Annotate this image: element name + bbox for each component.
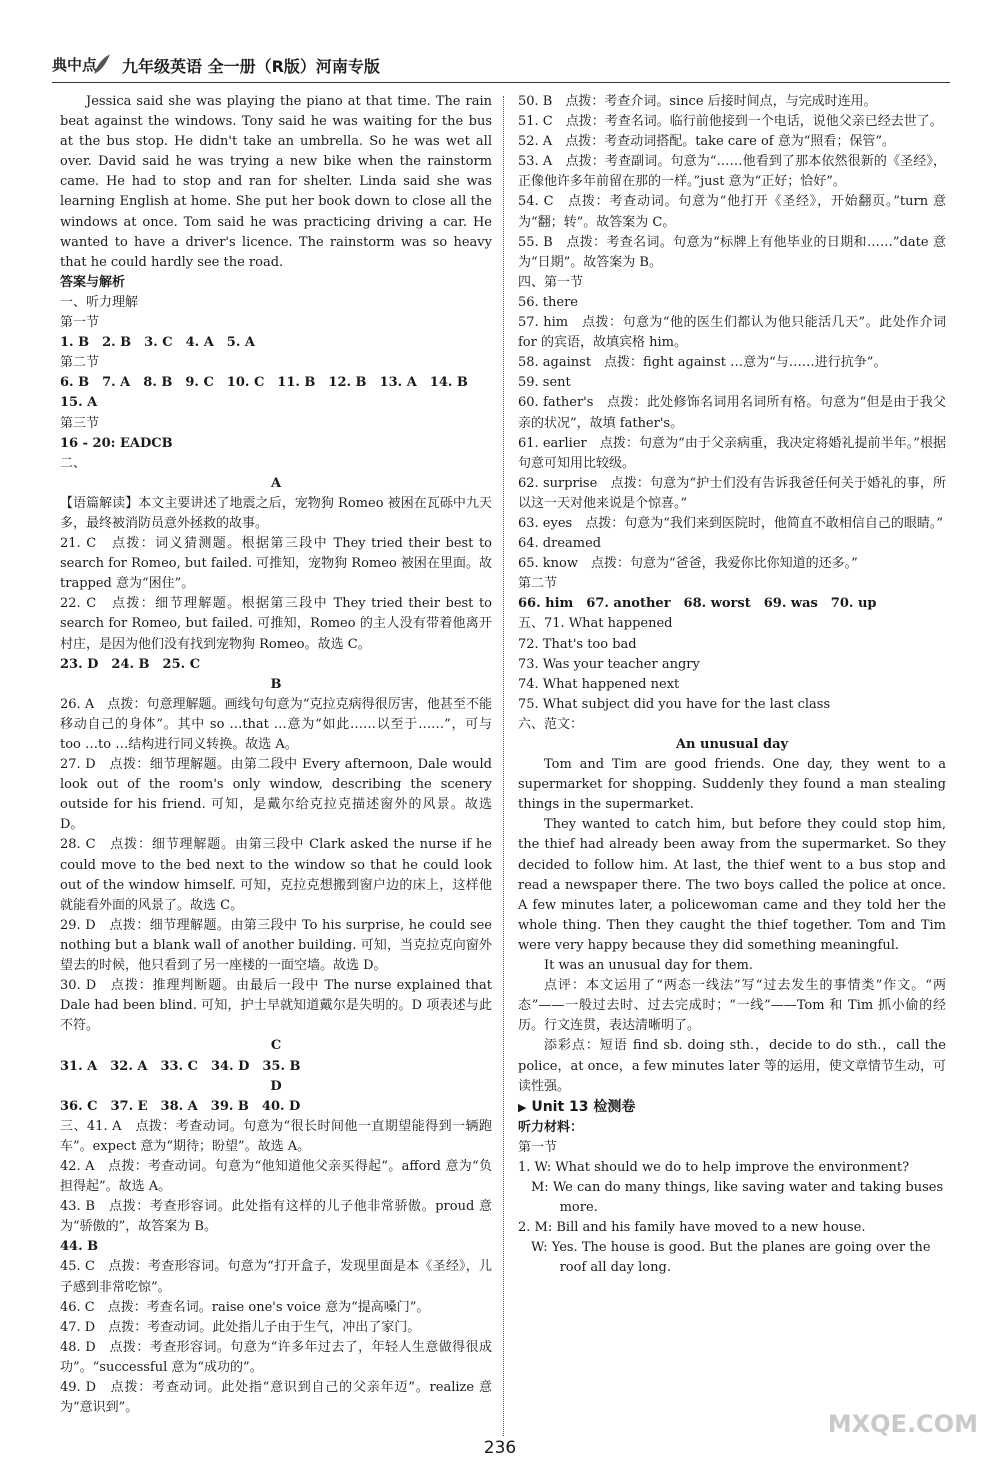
dialogue-line: 2. M: Bill and his family have moved to a new house. (518, 1220, 866, 1236)
essay-paragraph: Tom and Tim are good friends. One day, they went to a supermarket for shopping. Suddenly they found a man stealing things in the supermarket. (518, 757, 946, 813)
watermark: MXQE.COM (827, 1410, 978, 1438)
answer-item: 21. C 点拨：词义猜测题。根据第三段中 They tried their best to search for Romeo, but failed. 可推知，宠物狗 Romeo 被困在里面。故 trapped 意为“困住”。 (60, 536, 492, 592)
answer-item: 58. against 点拨：fight against …意为“与……进行抗争”。 (518, 355, 887, 371)
answer-line: 31. A 32. A 33. C 34. D 35. B (60, 1058, 301, 1074)
section-label: 第二节 (518, 576, 558, 592)
dialogue-line: 1. W: What should we do to help improve the environment? (518, 1159, 910, 1175)
passage-text: Jessica said she was playing the piano at that time. The rain beat against the windows. Tony said he was waiting for the bus at the bus stop. He didn't take an umbrella. So he was wet all over. David said he was trying a new bike when the rainstorm came. He had to stop and ran for shelter. Linda said she was learning English at home. She put her book down to close all the windows at once. Tom said he was practicing driving a car. He wanted to have a driver's licence. The rainstorm was so heavy that he could hardly see the road. (60, 94, 492, 270)
answer-item: 60. father's 点拨：此处修饰名词用名词所有格。句意为“但是由于我父亲的状况”，故填 father's。 (518, 395, 946, 431)
answer-line: 36. C 37. E 38. A 39. B 40. D (60, 1098, 301, 1114)
answer-item: 55. B 点拨：考查名词。句意为“标牌上有他毕业的日期和……”date 意为“日期”。故答案为 B。 (518, 234, 946, 270)
answer-line: 44. B (60, 1239, 99, 1255)
answer-line: 73. Was your teacher angry (518, 656, 700, 672)
answer-item: 57. him 点拨：句意为“他的医生们都认为他只能活几天”。此处作介词 for 的宾语，故填宾格 him。 (518, 315, 946, 351)
answer-item: 29. D 点拨：细节理解题。由第三段中 To his surprise, he could see nothing but a blank wall of another building. 可知，当克拉克向窗外望去的时候，他只看到了另一座楼的一面空墙。故选 D。 (60, 917, 492, 974)
essay-paragraph: They wanted to catch him, but before they could stop him, the thief had already been away from the supermarket. So they decided to follow him. At last, the thief went to a bus stop and read a newspaper there. The two boys called the police at once. A few minutes later, a policewoman came and they told her the whole thing. Then they caught the thief together. Tom and Tim were very happy because they did something meaningful. (518, 817, 946, 953)
answer-line: 6. B 7. A 8. B 9. C 10. C 11. B 12. B 13. A 14. B (60, 375, 468, 391)
answers-title: 答案与解析 (60, 274, 126, 290)
section-label: 第三节 (60, 415, 100, 431)
answer-item: 43. B 点拨：考查形容词。此处指有这样的儿子他非常骄傲。proud 意为“骄傲的”，故答案为 B。 (60, 1199, 492, 1235)
header-title: 九年级英语 全一册（R版）河南专版 (122, 57, 380, 76)
answer-item: 53. A 点拨：考查副词。句意为“……他看到了那本依然很新的《圣经》，正像他许多年前留在那的一样。”just 意为“正好；恰好”。 (518, 154, 946, 190)
dialogue-line: W: Yes. The house is good. But the planes are going over the roof all day long. (531, 1240, 931, 1276)
part-letter: A (270, 475, 282, 491)
svg-text:典中点: 典中点 (52, 56, 98, 74)
answer-item: 三、41. A 点拨：考查动词。句意为“很长时间他一直期望能得到一辆跑车”。expect 意为“期待；盼望”。故选 A。 (60, 1118, 492, 1154)
listening-material-label: 听力材料： (518, 1119, 584, 1135)
answer-item: 48. D 点拨：考查形容词。句意为“许多年过去了，年轻人生意做得很成功”。“successful 意为“成功的”。 (60, 1339, 492, 1375)
answer-line: 72. That's too bad (518, 636, 637, 652)
answer-line: 23. D 24. B 25. C (60, 656, 201, 672)
answer-item: 50. B 点拨：考查介词。since 后接时间点，与完成时连用。 (518, 94, 877, 109)
listening-head: 一、听力理解 (60, 294, 139, 310)
part-letter: C (270, 1038, 282, 1054)
answer-item: 28. C 点拨：细节理解题。由第三段中 Clark asked the nurse if he could move to the bed next to the window so that he could look out of the window himself. 可知，克拉克想搬到窗户边的床上，这样他就能看外面的风景了。故选 C。 (60, 837, 492, 913)
part-head: 二、 (60, 455, 87, 471)
answer-item: 51. C 点拨：考查名词。临行前他接到一个电话，说他父亲已经去世了。 (518, 114, 943, 130)
answer-line: 75. What subject did you have for the last class (518, 696, 831, 712)
section-label: 第一节 (60, 315, 100, 331)
header-rule (52, 82, 950, 83)
brand-logo-icon (52, 50, 112, 78)
part-head: 六、范文： (518, 716, 584, 732)
answer-item: 52. A 点拨：考查动词搭配。take care of 意为“照看；保管”。 (518, 134, 896, 150)
part-letter: B (270, 676, 282, 692)
triangle-icon: ▶ (518, 1100, 527, 1114)
answer-item: 47. D 点拨：考查动词。此处指儿子由于生气，冲出了家门。 (60, 1319, 421, 1335)
answer-item: 27. D 点拨：细节理解题。由第二段中 Every afternoon, Dale would look out of the room's only window, describing the scenery outside for his friend. 可知，是戴尔给克拉克描述窗外的风景。故选 D。 (60, 757, 492, 833)
essay-highlight: 添彩点：短语 find sb. doing sth.，decide to do sth.，call the police，at once，a few minutes later 等的运用，使文章情节生动，可读性强。 (518, 1038, 946, 1094)
answer-item: 45. C 点拨：考查形容词。句意为“打开盒子，发现里面是本《圣经》，儿子感到非常吃惊”。 (60, 1259, 492, 1295)
answer-line: 五、71. What happened (518, 616, 673, 632)
answer-item: 26. A 点拨：句意理解题。画线句句意为“克拉克病得很厉害，他甚至不能移动自己的身体”。其中 so …that …意为“如此……以至于……”，可与 too …to …结构进行同义转换。故选 A。 (60, 696, 492, 752)
page-header (52, 50, 952, 84)
answer-line: 16 - 20: EADCB (60, 435, 173, 451)
answer-line: 56. there (518, 294, 579, 310)
answer-line: 66. him 67. another 68. worst 69. was 70. up (518, 596, 877, 612)
dialogue-line: M: We can do many things, like saving water and taking buses more. (531, 1180, 944, 1216)
section-label: 第一节 (518, 1139, 558, 1155)
column-divider (503, 96, 504, 1436)
answer-line: 64. dreamed (518, 536, 602, 552)
answer-line: 15. A (60, 395, 98, 411)
answer-item: 22. C 点拨：细节理解题。根据第三段中 They tried their best to search for Romeo, but failed. 可推知，Romeo 的主人没有带着他离开村庄，是因为他们没有找到宠物狗 Romeo。故选 C。 (60, 596, 492, 652)
unit-heading: ▶ Unit 13 检测卷 (518, 1098, 636, 1115)
answer-line: 59. sent (518, 375, 571, 391)
essay-comment: 点评：本文运用了“两态一线法”写“过去发生的事情类”作文。“两态”——一般过去时、过去完成时；“一线”——Tom 和 Tim 抓小偷的经历。行文连贯，表达清晰明了。 (518, 978, 946, 1034)
answer-item: 65. know 点拨：句意为“爸爸，我爱你比你知道的还多。” (518, 556, 858, 572)
section-label: 第二节 (60, 355, 100, 371)
answer-line: 74. What happened next (518, 676, 680, 692)
page-number: 236 (483, 1438, 517, 1458)
answer-item: 61. earlier 点拨：句意为“由于父亲病重，我决定将婚礼提前半年。”根据句意可知用比较级。 (518, 435, 946, 471)
part-letter: D (270, 1078, 282, 1094)
answer-item: 62. surprise 点拨：句意为“护士们没有告诉我爸任何关于婚礼的事，所以这一天对他来说是个惊喜。” (518, 475, 946, 511)
part-head: 四、第一节 (518, 274, 584, 290)
answer-item: 42. A 点拨：考查动词。句意为“他知道他父亲买得起”。afford 意为“负担得起”。故选 A。 (60, 1158, 492, 1195)
answer-item: 30. D 点拨：推理判断题。由最后一段中 The nurse explained that Dale had been blind. 可知，护士早就知道戴尔是失明的。D 项表述与此不符。 (60, 978, 492, 1034)
answer-line: 1. B 2. B 3. C 4. A 5. A (60, 335, 255, 351)
answer-item: 49. D 点拨：考查动词。此处指“意识到自己的父亲年迈”。realize 意为“意识到”。 (60, 1380, 492, 1416)
answer-item: 54. C 点拨：考查动词。句意为“他打开《圣经》，开始翻页。”turn 意为“翻；转”。故答案为 C。 (518, 194, 946, 230)
essay-paragraph: It was an unusual day for them. (544, 958, 753, 974)
right-column (518, 92, 946, 1279)
essay-title: An unusual day (675, 737, 789, 752)
answer-item: 63. eyes 点拨：句意为“我们来到医院时，他简直不敢相信自己的眼睛。” (518, 515, 944, 531)
left-column (60, 92, 492, 1418)
answer-item: 46. C 点拨：考查名词。raise one's voice 意为“提高嗓门”。 (60, 1299, 430, 1315)
passage-summary: 【语篇解读】本文主要讲述了地震之后，宠物狗 Romeo 被困在瓦砾中九天多，最终被消防员意外拯救的故事。 (60, 495, 492, 531)
